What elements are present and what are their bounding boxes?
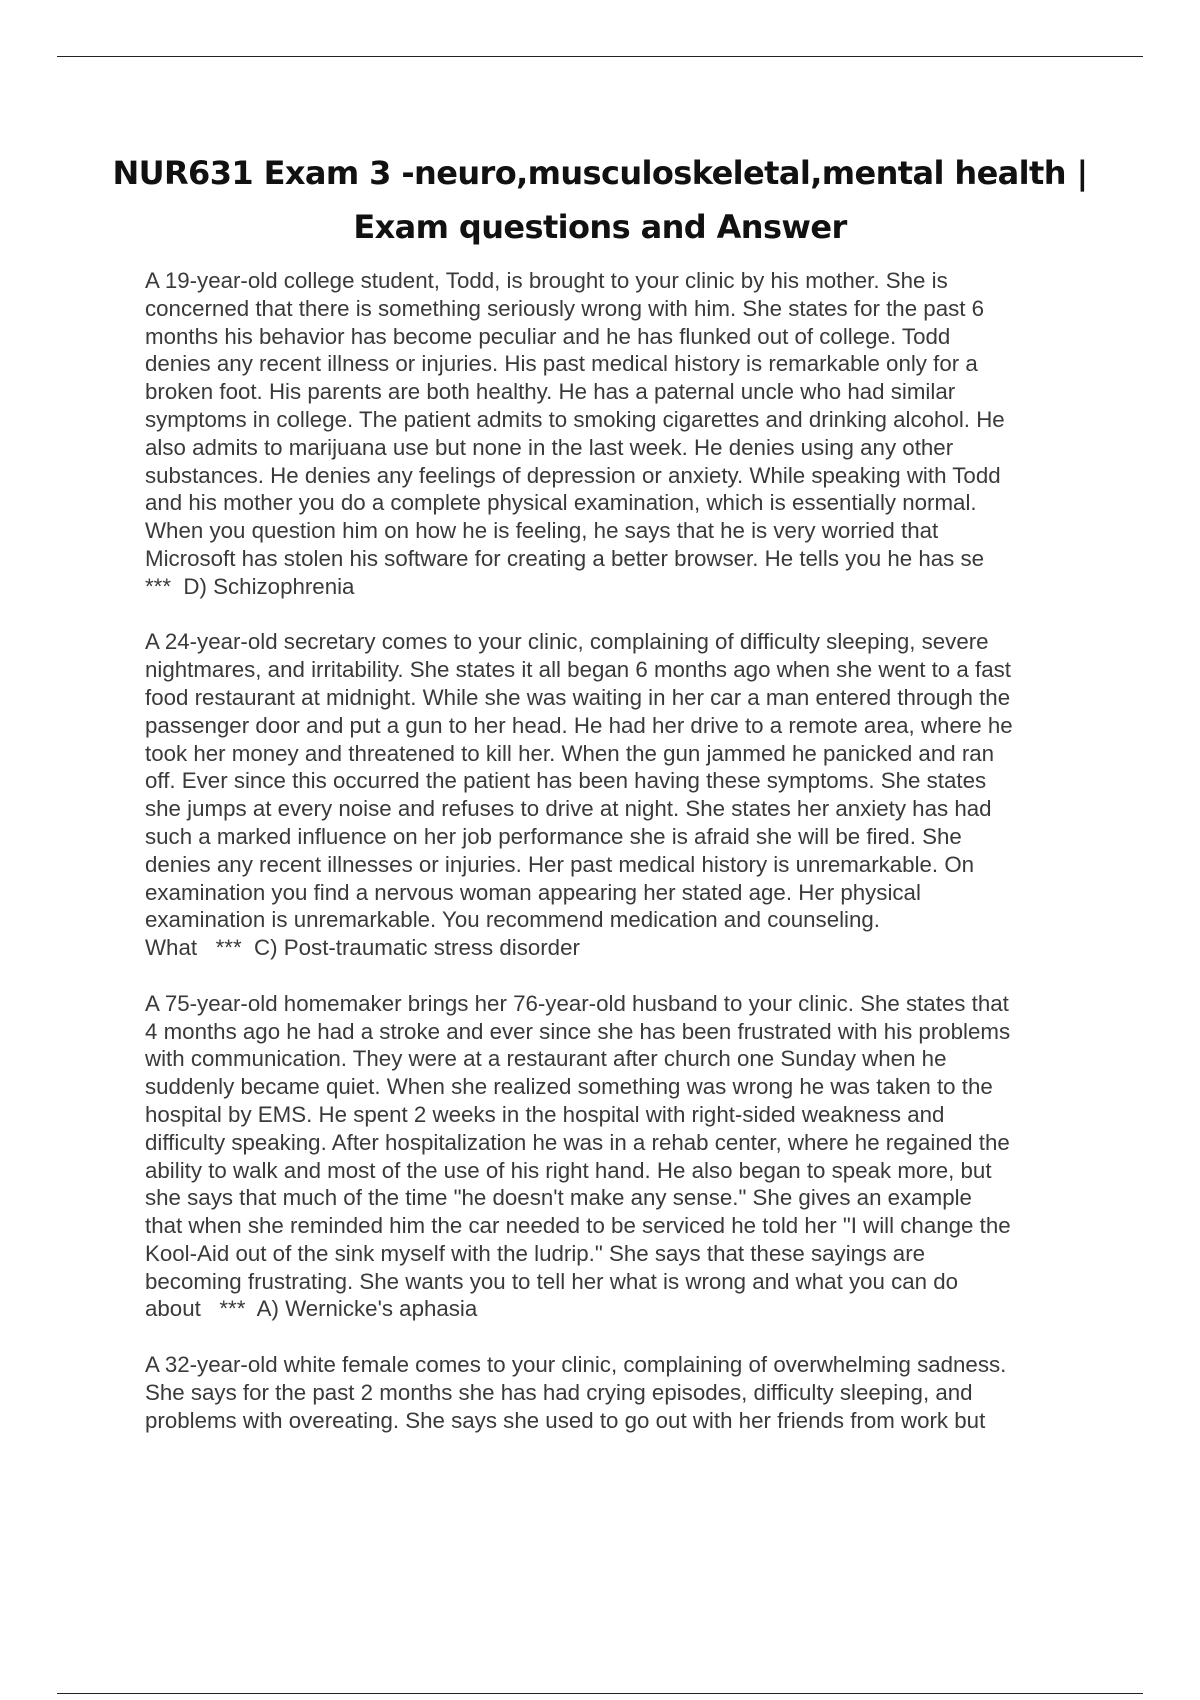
question-text-line: When you question him on how he is feeling, he says that he is very worried that bbox=[145, 518, 939, 544]
question-text-line: months his behavior has become peculiar and he has flunked out of college. Todd bbox=[145, 323, 951, 349]
bottom-divider bbox=[57, 1693, 1143, 1694]
question-text-line: examination is unremarkable. You recommend medication and counseling. bbox=[145, 907, 880, 933]
document-title bbox=[110, 146, 1090, 254]
question-text-line: What *** C) Post-traumatic stress disorder bbox=[145, 935, 580, 961]
question-text-line: hospital by EMS. He spent 2 weeks in the hospital with right-sided weakness and bbox=[145, 1101, 945, 1127]
question-text-line: symptoms in college. The patient admits to smoking cigarettes and drinking alcohol. He bbox=[145, 406, 1005, 432]
question-text-line: 4 months ago he had a stroke and ever since she has been frustrated with his problems bbox=[145, 1018, 1011, 1044]
question-text-line: and his mother you do a complete physical examination, which is essentially normal. bbox=[145, 490, 977, 516]
question-text-line: substances. He denies any feelings of depression or anxiety. While speaking with Todd bbox=[145, 462, 1001, 488]
question-text-line: She says for the past 2 months she has had crying episodes, difficulty sleeping, and bbox=[145, 1379, 973, 1405]
questions-body bbox=[145, 267, 1105, 1462]
top-divider bbox=[57, 56, 1143, 57]
question-text-line: with communication. They were at a restaurant after church one Sunday when he bbox=[145, 1046, 947, 1072]
question-text-line: becoming frustrating. She wants you to tell her what is wrong and what you can do bbox=[145, 1268, 959, 1294]
question-text-line: off. Ever since this occurred the patient has been having these symptoms. She states bbox=[145, 768, 987, 794]
question-text-line: Microsoft has stolen his software for creating a better browser. He tells you he has se bbox=[145, 545, 985, 571]
question-text-line: A 32-year-old white female comes to your clinic, complaining of overwhelming sadness. bbox=[145, 1352, 1007, 1378]
question-block bbox=[145, 1351, 1105, 1434]
question-block bbox=[145, 990, 1105, 1324]
question-text-line: A 75-year-old homemaker brings her 76-year-old husband to your clinic. She states that bbox=[145, 990, 1009, 1016]
question-text-line: examination you find a nervous woman appearing her stated age. Her physical bbox=[145, 879, 921, 905]
question-text-line: denies any recent illnesses or injuries. Her past medical history is unremarkable. On bbox=[145, 851, 975, 877]
question-text-line: passenger door and put a gun to her head. He had her drive to a remote area, where he bbox=[145, 712, 1013, 738]
question-text-line: she says that much of the time "he doesn't make any sense." She gives an example bbox=[145, 1185, 972, 1211]
question-text-line: suddenly became quiet. When she realized something was wrong he was taken to the bbox=[145, 1074, 993, 1100]
question-text-line: that when she reminded him the car needed to be serviced he told her "I will change the bbox=[145, 1213, 1011, 1239]
question-text-line: problems with overeating. She says she used to go out with her friends from work but bbox=[145, 1407, 986, 1433]
question-text-line: nightmares, and irritability. She states it all began 6 months ago when she went to a fast bbox=[145, 657, 1011, 683]
title-line: Exam questions and Answer bbox=[353, 208, 847, 246]
question-text-line: *** D) Schizophrenia bbox=[145, 573, 355, 599]
question-text-line: difficulty speaking. After hospitalization he was in a rehab center, where he regained the bbox=[145, 1129, 1010, 1155]
question-text-line: also admits to marijuana use but none in the last week. He denies using any other bbox=[145, 434, 954, 460]
question-text-line: concerned that there is something seriously wrong with him. She states for the past 6 bbox=[145, 295, 985, 321]
question-text-line: food restaurant at midnight. While she was waiting in her car a man entered through the bbox=[145, 684, 1011, 710]
question-text-line: about *** A) Wernicke's aphasia bbox=[145, 1296, 478, 1322]
question-text-line: A 19-year-old college student, Todd, is brought to your clinic by his mother. She is bbox=[145, 268, 948, 293]
question-text-line: denies any recent illness or injuries. His past medical history is remarkable only for a bbox=[145, 351, 978, 377]
question-text-line: A 24-year-old secretary comes to your clinic, complaining of difficulty sleeping, severe bbox=[145, 629, 989, 655]
question-text-line: took her money and threatened to kill her. When the gun jammed he panicked and ran bbox=[145, 740, 995, 766]
question-text-line: she jumps at every noise and refuses to drive at night. She states her anxiety has had bbox=[145, 796, 992, 822]
question-text-line: broken foot. His parents are both healthy. He has a paternal uncle who had similar bbox=[145, 379, 956, 405]
question-text-line: Kool-Aid out of the sink myself with the ludrip." She says that these sayings are bbox=[145, 1240, 926, 1266]
question-text-line: ability to walk and most of the use of his right hand. He also began to speak more, but bbox=[145, 1157, 992, 1183]
question-block bbox=[145, 267, 1105, 601]
question-block bbox=[145, 628, 1105, 962]
question-text-line: such a marked influence on her job performance she is afraid she will be fired. She bbox=[145, 823, 962, 849]
title-line: NUR631 Exam 3 -neuro,musculoskeletal,mental health | bbox=[112, 154, 1088, 192]
